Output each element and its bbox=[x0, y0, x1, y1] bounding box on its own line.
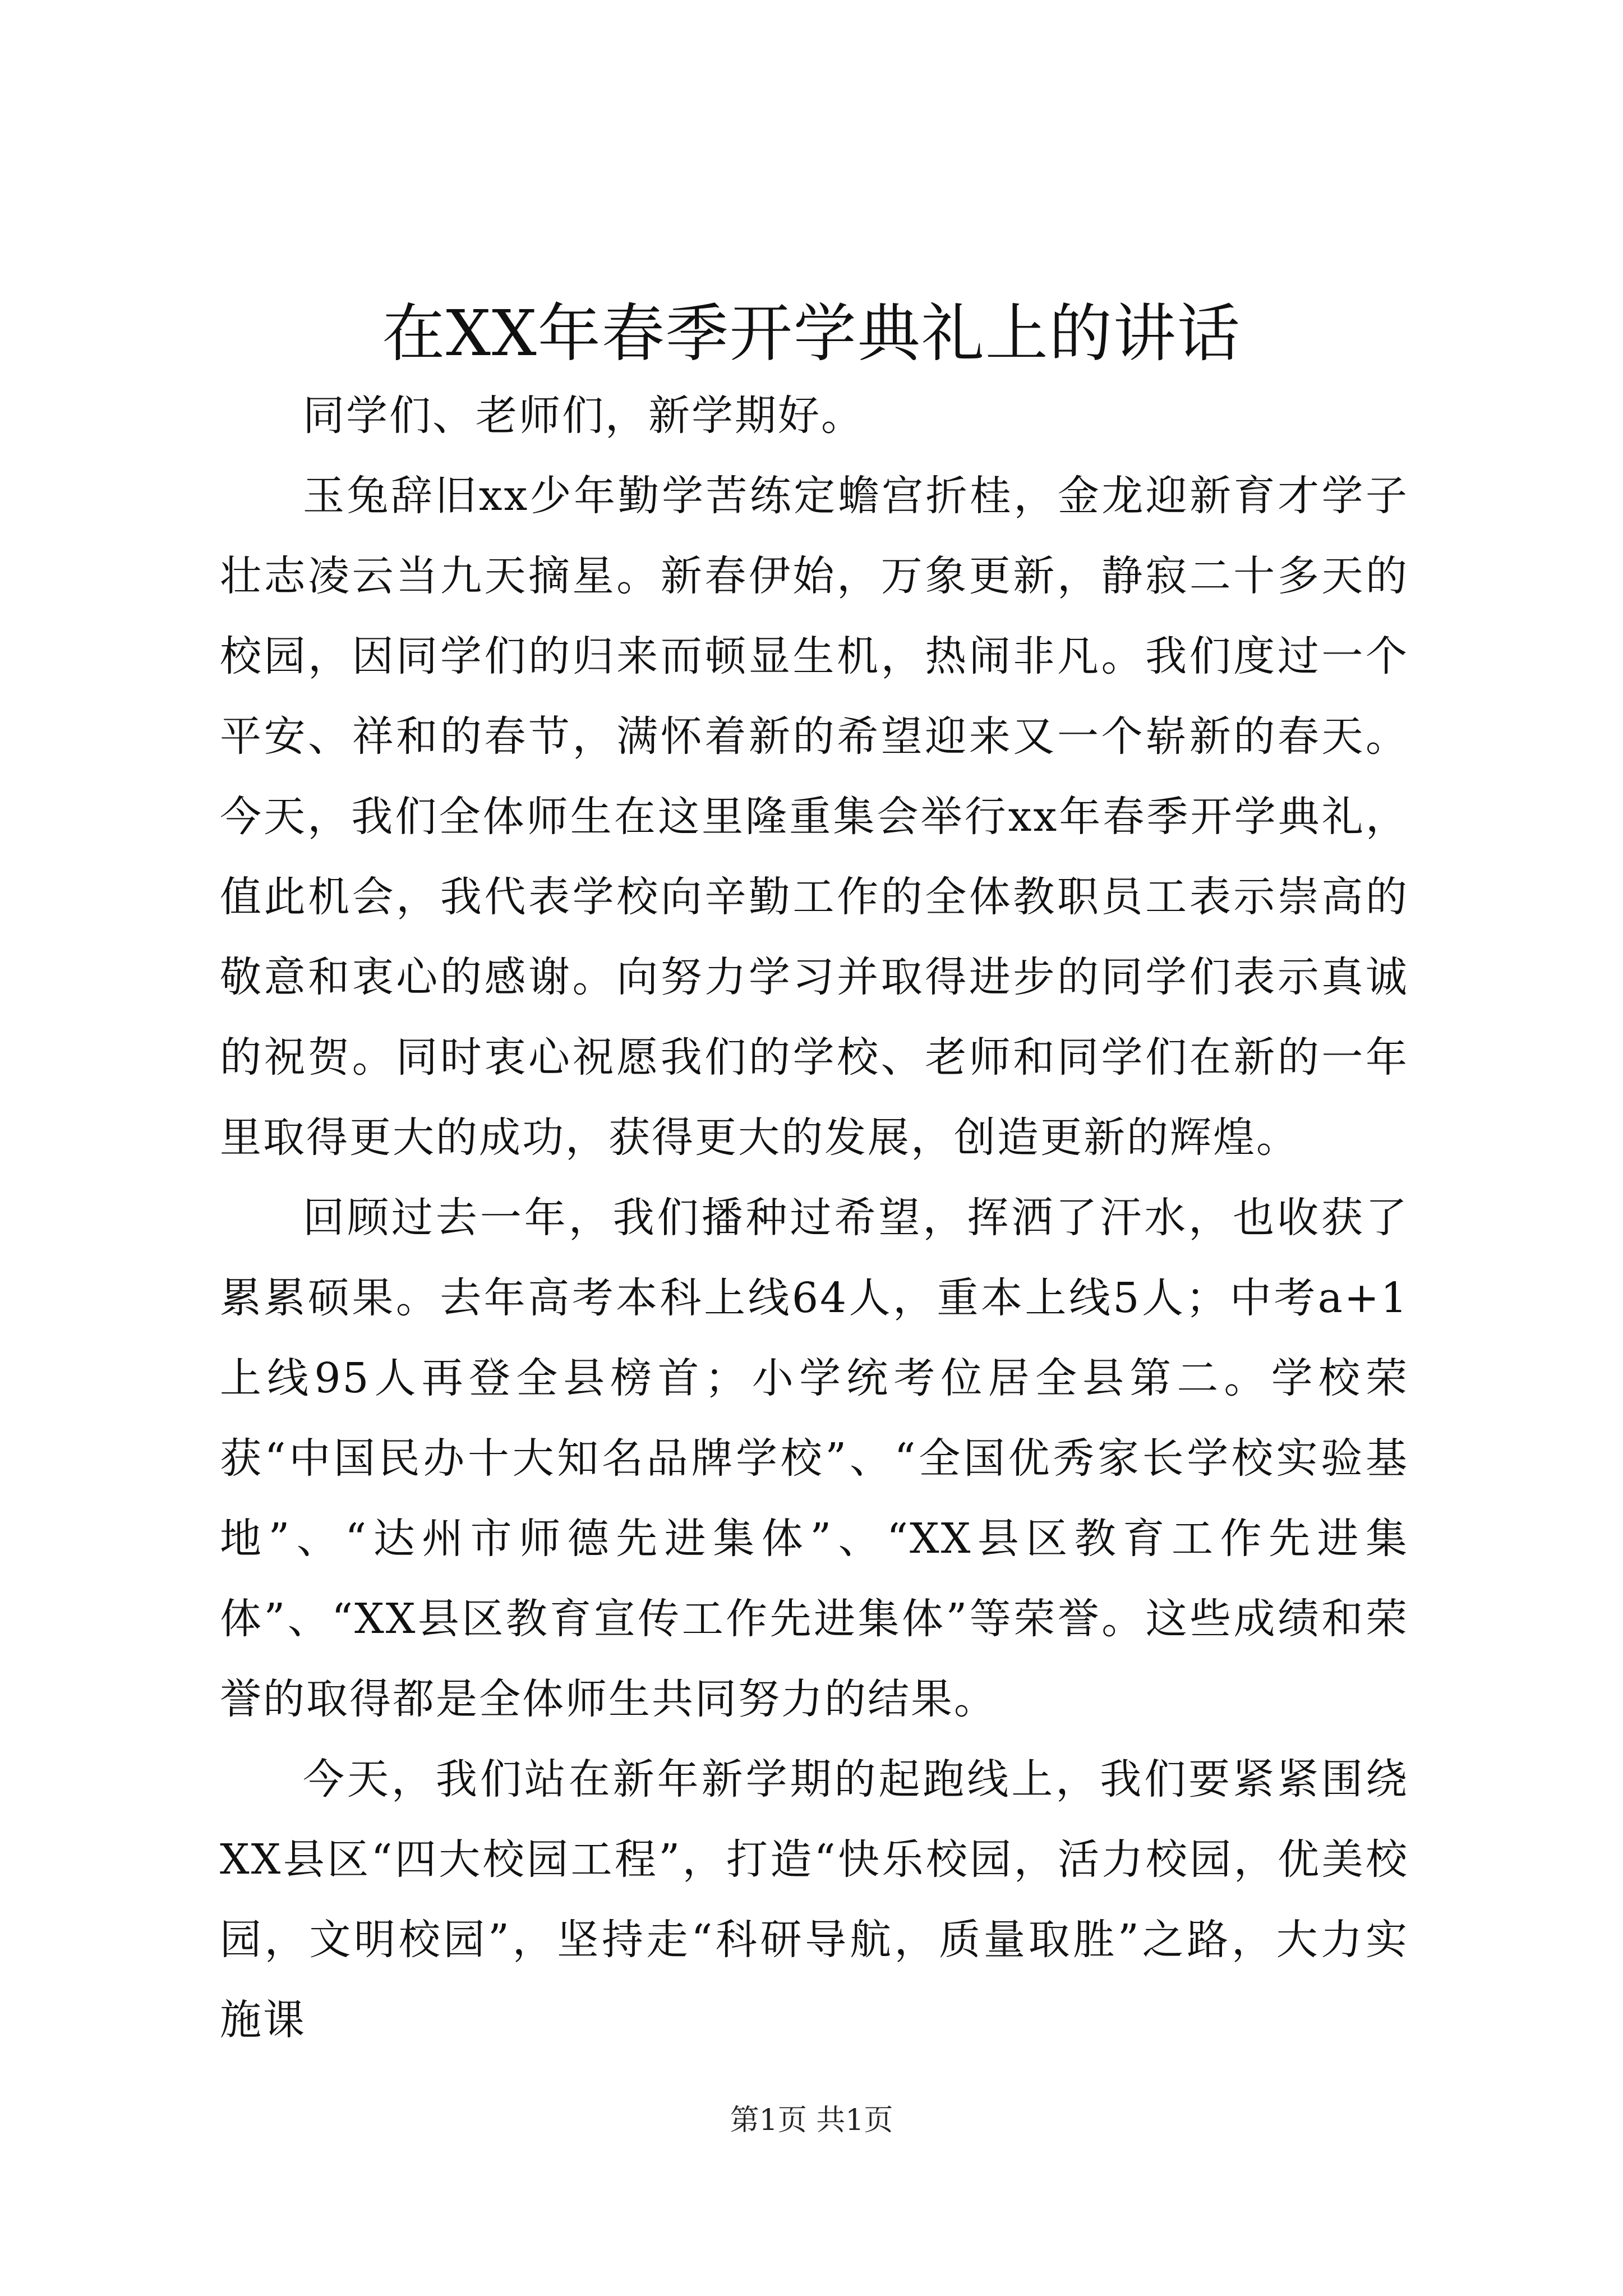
paragraph-new-semester: 今天，我们站在新年新学期的起跑线上，我们要紧紧围绕XX县区“四大校园工程”，打造“快乐校园，活力校园，优美校园，文明校园”，坚持走“科研导航，质量取胜”之路，大力实施课 bbox=[220, 1755, 1409, 2044]
paragraph-review: 回顾过去一年，我们播种过希望，挥洒了汗水，也收获了累累硕果。去年高考本科上线64人，重本上线5人；中考a+1上线95人再登全县榜首；小学统考位居全县第二。学校荣获“中国民办十大知名品牌学校”、“全国优秀家长学校实验基地”、“达州市师德先进集体”、“XX县区教育工作先进集体”、“XX县区教育宣传工作先进集体”等荣誉。这些成绩和荣誉的取得都是全体师生共同努力的结果。 bbox=[220, 1194, 1409, 1723]
document-body bbox=[220, 376, 1409, 2060]
page-number-footer: 第1页 共1页 bbox=[730, 2104, 893, 2137]
paragraph-new-year: 玉兔辞旧xx少年勤学苦练定蟾宫折桂，金龙迎新育才学子壮志凌云当九天摘星。新春伊始，万象更新，静寂二十多天的校园，因同学们的归来而顿显生机，热闹非凡。我们度过一个平安、祥和的春节，满怀着新的希望迎来又一个崭新的春天。今天，我们全体师生在这里隆重集会举行xx年春季开学典礼，值此机会，我代表学校向辛勤工作的全体教职员工表示崇高的敬意和衷心的感谢。向努力学习并取得进步的同学们表示真诚的祝贺。同时衷心祝愿我们的学校、老师和同学们在新的一年里取得更大的成功，获得更大的发展，创造更新的辉煌。 bbox=[220, 472, 1409, 1162]
document-title: 在XX年春季开学典礼上的讲话 bbox=[382, 297, 1241, 370]
paragraph-greeting: 同学们、老师们，新学期好。 bbox=[303, 392, 864, 440]
